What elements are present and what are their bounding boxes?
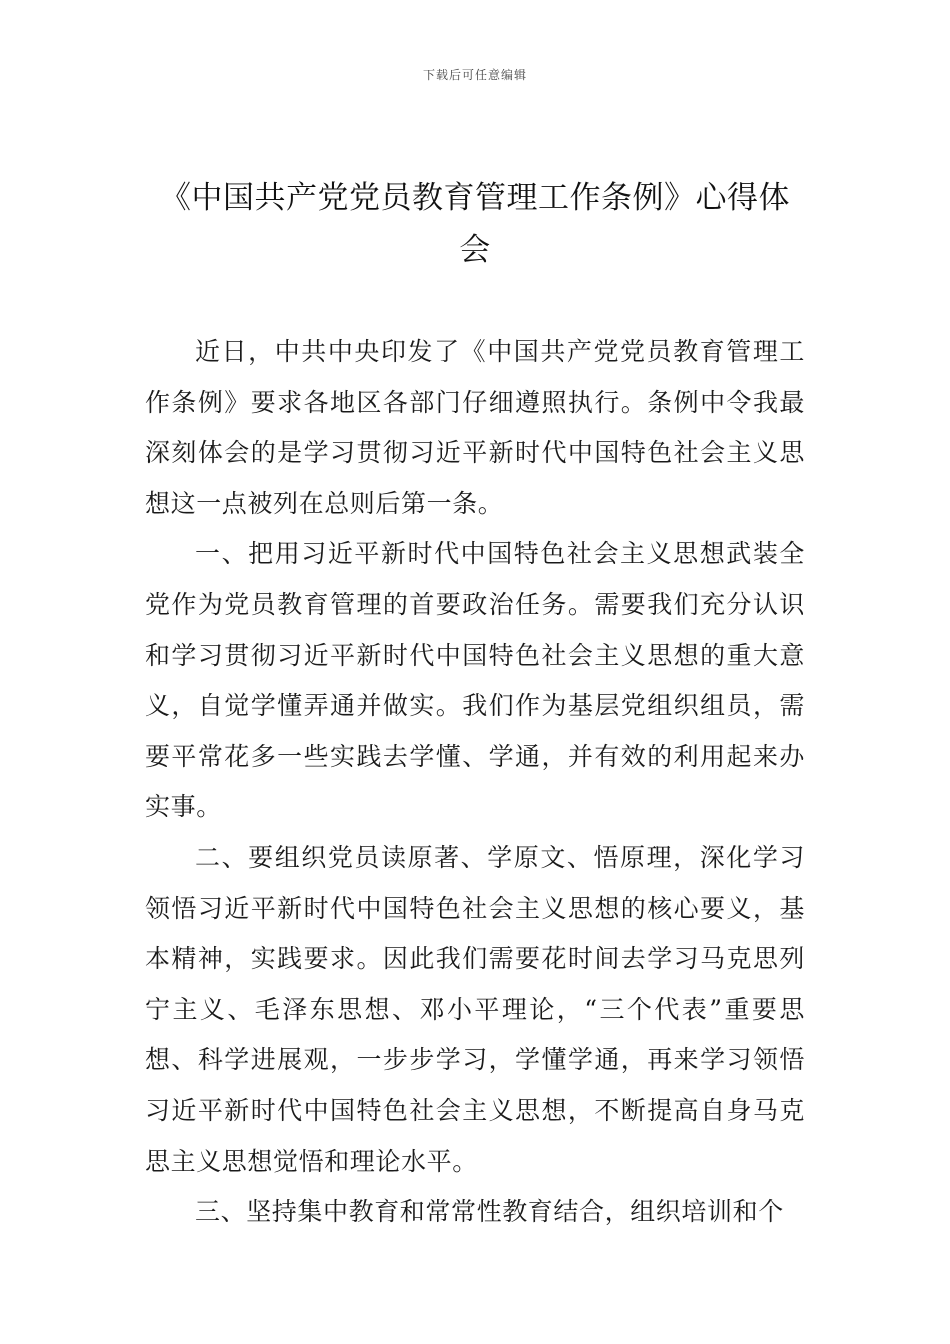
header-note: 下载后可任意编辑	[422, 68, 527, 82]
paragraph-point-two: 二、要组织党员读原著、学原文、悟原理，深化学习领悟习近平新时代中国特色社会主义思想的核心要义，基本精神，实践要求。因此我们需要花时间去学习马克思列宁主义、毛泽东思想、邓小平理论，“三个代表”重要思想、科学进展观，一步步学习，学懂学通，再来学习领悟习近平新时代中国特色社会主义思想，不断提高自身马克思主义思想觉悟和理论水平。	[145, 842, 805, 1176]
paragraph-point-one: 一、把用习近平新时代中国特色社会主义思想武装全党作为党员教育管理的首要政治任务。需要我们充分认识和学习贯彻习近平新时代中国特色社会主义思想的重大意义，自觉学懂弄通并做实。我们作为基层党组织组员，需要平常花多一些实践去学懂、学通，并有效的利用起来办实事。	[145, 539, 805, 822]
paragraph-intro: 近日，中共中央印发了《中国共产党党员教育管理工作条例》要求各地区各部门仔细遵照执行。条例中令我最深刻体会的是学习贯彻习近平新时代中国特色社会主义思想这一点被列在总则后第一条。	[145, 337, 805, 518]
paragraph-point-three: 三、坚持集中教育和常常性教育结合，组织培训和个	[195, 1197, 784, 1227]
document-body	[145, 327, 805, 1238]
document-title: 《中国共产党党员教育管理工作条例》心得体会	[160, 180, 790, 268]
